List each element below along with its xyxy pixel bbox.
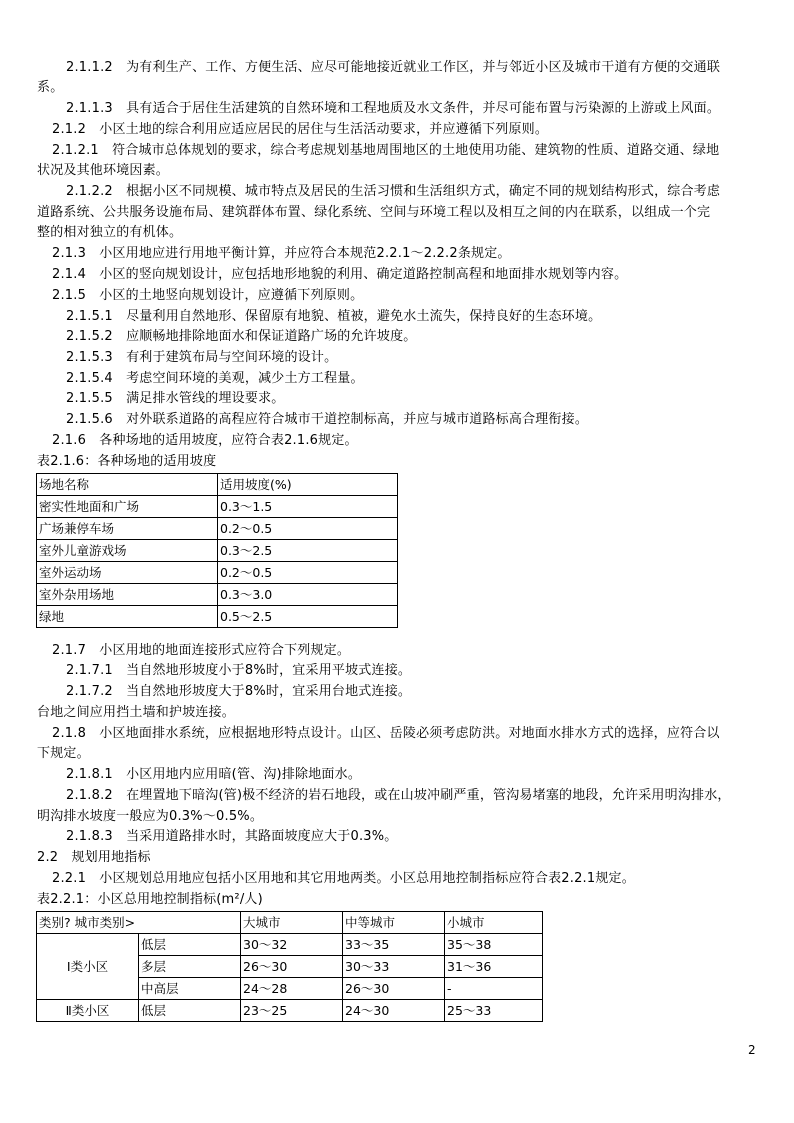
clause-2-1-4: 2.1.4 小区的竖向规划设计，应包括地形地貌的利用、确定道路控制高程和地面排水规划等内容。 bbox=[52, 267, 628, 282]
clause-2-2-1: 2.2.1 小区规划总用地应包括小区用地和其它用地两类。小区总用地控制指标应符合表2.2.1规定。 bbox=[52, 871, 635, 886]
clause-2-1-2-2: 2.1.2.2 根据小区不同规模、城市特点及居民的生活习惯和生活组织方式，确定不同的规划结构形式，综合考虑 bbox=[66, 184, 721, 199]
table-row bbox=[37, 934, 543, 956]
table-header-cell: 中等城市 bbox=[343, 912, 445, 934]
table-cell: 0.3～1.5 bbox=[218, 496, 398, 518]
table-header-row bbox=[37, 912, 543, 934]
table-row bbox=[37, 584, 398, 606]
table-cell: 26～30 bbox=[343, 978, 445, 1000]
clause-2-1-7-1: 2.1.7.1 当自然地形坡度小于8%时，宜采用平坡式连接。 bbox=[66, 663, 412, 678]
clause-2-1-8: 2.1.8 小区地面排水系统，应根据地形特点设计。山区、岳陵必须考虑防洪。对地面水排水方式的选择，应符合以 bbox=[52, 726, 720, 741]
table-cell: 室外运动场 bbox=[37, 562, 218, 584]
clause-2-1-7-2-cont: 台地之间应用挡土墙和护坡连接。 bbox=[37, 705, 236, 720]
table-row bbox=[37, 1000, 543, 1022]
table-cell: 23～25 bbox=[241, 1000, 343, 1022]
table-header-cell: 适用坡度(%) bbox=[218, 474, 398, 496]
table-row bbox=[37, 606, 398, 628]
table-cell: 26～30 bbox=[241, 956, 343, 978]
table-cell: 中高层 bbox=[139, 978, 241, 1000]
table-cell: 0.5～2.5 bbox=[218, 606, 398, 628]
table-cell: 30～33 bbox=[343, 956, 445, 978]
table-cell: 30～32 bbox=[241, 934, 343, 956]
table-row bbox=[37, 518, 398, 540]
table-cell: 0.2～0.5 bbox=[218, 518, 398, 540]
table-cell: - bbox=[445, 978, 543, 1000]
table-row bbox=[37, 496, 398, 518]
table-cell: 室外儿童游戏场 bbox=[37, 540, 218, 562]
clause-2-1-2-2-cont2: 整的相对独立的有机体。 bbox=[37, 225, 183, 240]
table-header-cell: 小城市 bbox=[445, 912, 543, 934]
clause-2-1-1-3: 2.1.1.3 具有适合于居住生活建筑的自然环境和工程地质及水文条件，并尽可能布置与污染源的上游或上风面。 bbox=[66, 101, 721, 116]
clause-2-1-5-5: 2.1.5.5 满足排水管线的埋设要求。 bbox=[66, 391, 285, 406]
table-cell: 33～35 bbox=[343, 934, 445, 956]
clause-2-1-7-2: 2.1.7.2 当自然地形坡度大于8%时，宜采用台地式连接。 bbox=[66, 684, 412, 699]
clause-2-1-8-2: 2.1.8.2 在埋置地下暗沟(管)极不经济的岩石地段，或在山坡冲刷严重，管沟易堵塞的地段，允许采用明沟排水， bbox=[66, 788, 731, 803]
clause-2-1-8-cont: 下规定。 bbox=[37, 746, 90, 761]
clause-2-1-5: 2.1.5 小区的土地竖向规划设计，应遵循下列原则。 bbox=[52, 288, 364, 303]
table-cell: 低层 bbox=[139, 1000, 241, 1022]
clause-2-1-1-2: 2.1.1.2 为有利生产、工作、方便生活、应尽可能地接近就业工作区，并与邻近小区及城市干道有方便的交通联 bbox=[66, 60, 721, 75]
table-cell: 绿地 bbox=[37, 606, 218, 628]
clause-2-1-2: 2.1.2 小区土地的综合利用应适应居民的居住与生活活动要求，并应遵循下列原则。 bbox=[52, 122, 549, 137]
table-cell: 0.3～3.0 bbox=[218, 584, 398, 606]
table-2-1-6-caption: 表2.1.6：各种场地的适用坡度 bbox=[37, 454, 217, 469]
table-cell: 低层 bbox=[139, 934, 241, 956]
slope-table bbox=[36, 473, 398, 628]
table-cell: 31～36 bbox=[445, 956, 543, 978]
clause-2-1-5-1: 2.1.5.1 尽量利用自然地形、保留原有地貌、植被，避免水土流失，保持良好的生态环境。 bbox=[66, 309, 602, 324]
table-header-cell: 大城市 bbox=[241, 912, 343, 934]
clause-2-1-8-3: 2.1.8.3 当采用道路排水时，其路面坡度应大于0.3%。 bbox=[66, 829, 398, 844]
clause-2-1-5-3: 2.1.5.3 有利于建筑布局与空间环境的设计。 bbox=[66, 350, 338, 365]
clause-2-1-7: 2.1.7 小区用地的地面连接形式应符合下列规定。 bbox=[52, 643, 351, 658]
table-cell: 24～30 bbox=[343, 1000, 445, 1022]
clause-2-1-8-1: 2.1.8.1 小区用地内应用暗(管、沟)排除地面水。 bbox=[66, 767, 362, 782]
clause-2-1-8-2-cont: 明沟排水坡度一般应为0.3%～0.5%。 bbox=[37, 809, 264, 824]
clause-2-1-2-1-cont: 状况及其他环境因素。 bbox=[37, 163, 170, 178]
group-cell-class-1: Ⅰ类小区 bbox=[37, 934, 139, 1000]
table-cell: 多层 bbox=[139, 956, 241, 978]
clause-2-1-5-4: 2.1.5.4 考虑空间环境的美观，减少土方工程量。 bbox=[66, 371, 364, 386]
group-cell-class-2: Ⅱ类小区 bbox=[37, 1000, 139, 1022]
clause-2-1-5-6: 2.1.5.6 对外联系道路的高程应符合城市干道控制标高，并应与城市道路标高合理衔接。 bbox=[66, 412, 589, 427]
table-cell: 广场兼停车场 bbox=[37, 518, 218, 540]
page-number: 2 bbox=[748, 1043, 756, 1057]
clause-2-1-5-2: 2.1.5.2 应顺畅地排除地面水和保证道路广场的允许坡度。 bbox=[66, 329, 417, 344]
table-2-2-1-caption: 表2.2.1：小区总用地控制指标(m²/人) bbox=[37, 892, 263, 907]
clause-2-1-2-1: 2.1.2.1 符合城市总体规划的要求，综合考虑规划基地周围地区的土地使用功能、建筑物的性质、道路交通、绿地 bbox=[52, 143, 720, 158]
clause-2-1-6: 2.1.6 各种场地的适用坡度，应符合表2.1.6规定。 bbox=[52, 433, 358, 448]
table-row bbox=[37, 562, 398, 584]
table-header-cell: 场地名称 bbox=[37, 474, 218, 496]
table-cell: 24～28 bbox=[241, 978, 343, 1000]
clause-2-1-3: 2.1.3 小区用地应进行用地平衡计算，并应符合本规范2.2.1～2.2.2条规定。 bbox=[52, 246, 511, 261]
table-cell: 35～38 bbox=[445, 934, 543, 956]
land-use-table bbox=[36, 911, 543, 1022]
table-cell: 25～33 bbox=[445, 1000, 543, 1022]
table-header-row bbox=[37, 474, 398, 496]
table-cell: 密实性地面和广场 bbox=[37, 496, 218, 518]
table-cell: 0.3～2.5 bbox=[218, 540, 398, 562]
table-row bbox=[37, 540, 398, 562]
clause-2-1-1-2-cont: 系。 bbox=[37, 80, 64, 95]
clause-2-1-2-2-cont1: 道路系统、公共服务设施布局、建筑群体布置、绿化系统、空间与环境工程以及相互之间的内在联系，以组成一个完 bbox=[37, 205, 711, 220]
section-2-2-heading: 2.2 规划用地指标 bbox=[37, 850, 151, 865]
table-cell: 0.2～0.5 bbox=[218, 562, 398, 584]
table-cell: 室外杂用场地 bbox=[37, 584, 218, 606]
table-header-cell: 类别? 城市类别> bbox=[37, 912, 241, 934]
